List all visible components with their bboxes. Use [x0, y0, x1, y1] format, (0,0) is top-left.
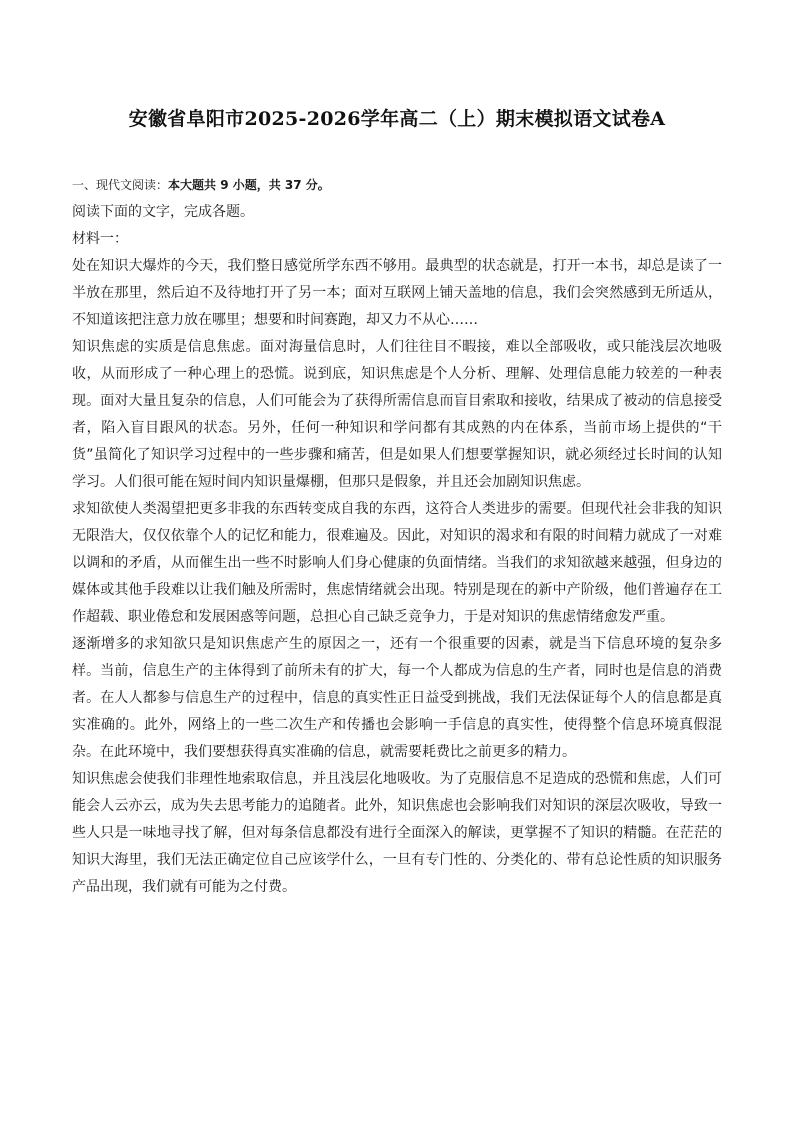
section-heading — [72, 172, 722, 199]
section-info: 本大题共 9 小题，共 37 分。 — [168, 178, 330, 192]
paragraph-4: 逐渐增多的求知欲只是知识焦虑产生的原因之一，还有一个很重要的因素，就是当下信息环境的复杂多样。当前，信息生产的主体得到了前所未有的扩大，每一个人都成为信息的生产者，同时也是信息的消费者。在人人都参与信息生产的过程中，信息的真实性正日益受到挑战，我们无法保证每个人的信息都是真实准确的。此外，网络上的一些二次生产和传播也会影响一手信息的真实性，使得整个信息环境真假混杂。在此环境中，我们要想获得真实准确的信息，就需要耗费比之前更多的精力。 — [72, 636, 722, 760]
material-label: 材料一： — [72, 231, 128, 247]
section-prefix: 一、现代文阅读： — [72, 178, 169, 192]
exam-title: 安徽省阜阳市2025-2026学年高二（上）期末模拟语文试卷A — [128, 108, 666, 130]
instruction-text: 阅读下面的文字，完成各题。 — [72, 204, 254, 220]
paragraph-2: 知识焦虑的实质是信息焦虑。面对海量信息时，人们往往目不暇接，难以全部吸收，或只能浅层次地吸收，从而形成了一种心理上的恐慌。说到底，知识焦虑是个人分析、理解、处理信息能力较差的一种表现。面对大量且复杂的信息，人们可能会为了获得所需信息而盲目索取和接收，结果成了被动的信息接受者，陷入盲目跟风的状态。另外，任何一种知识和学问都有其成熟的内在体系，当前市场上提供的“干货”虽简化了知识学习过程中的一些步骤和痛苦，但是如果人们想要掌握知识，就必须经过长时间的认知学习。人们很可能在短时间内知识量爆棚，但那只是假象，并且还会加剧知识焦虑。 — [72, 339, 722, 490]
paragraph-5: 知识焦虑会使我们非理性地索取信息，并且浅层化地吸收。为了克服信息不足造成的恐慌和焦虑，人们可能会人云亦云，成为失去思考能力的追随者。此外，知识焦虑也会影响我们对知识的深层次吸收，导致一些人只是一味地寻找了解，但对每条信息都没有进行全面深入的解读，更掌握不了知识的精髓。在茫茫的知识大海里，我们无法正确定位自己应该学什么，一旦有专门性的、分类化的、带有总论性质的知识服务产品出现，我们就有可能为之付费。 — [72, 771, 722, 895]
paragraph-1: 处在知识大爆炸的今天，我们整日感觉所学东西不够用。最典型的状态就是，打开一本书，却总是读了一半放在那里，然后迫不及待地打开了另一本；面对互联网上铺天盖地的信息，我们会突然感到无所适从，不知道该把注意力放在哪里；想要和时间赛跑，却又力不从心…… — [72, 258, 722, 328]
paragraph-3: 求知欲使人类渴望把更多非我的东西转变成自我的东西，这符合人类进步的需要。但现代社会非我的知识无限浩大，仅仅依靠个人的记忆和能力，很难遍及。因此，对知识的渴求和有限的时间精力就成了一对难以调和的矛盾，从而催生出一些不时影响人们身心健康的负面情绪。当我们的求知欲越来越强，但身边的媒体或其他手段难以让我们触及所需时，焦虑情绪就会出现。特别是现在的新中产阶级，他们普遍存在工作超载、职业倦怠和发展困惑等问题，总担心自己缺乏竞争力，于是对知识的焦虑情绪愈发严重。 — [72, 501, 722, 625]
reading-section — [72, 172, 722, 901]
